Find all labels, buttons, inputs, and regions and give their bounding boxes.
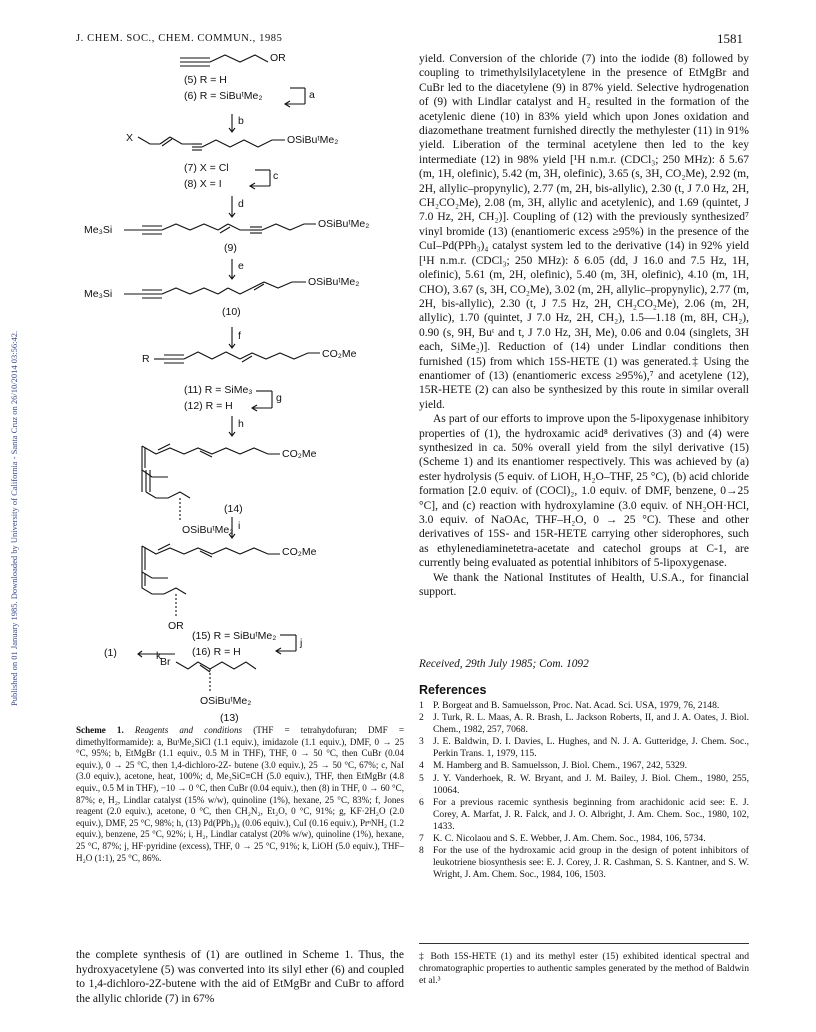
reference-number: 4 [419, 760, 424, 772]
reference-number: 6 [419, 796, 424, 808]
reference-text: For a previous racemic synthesis beginning from arachidonic acid see: E. J. Corey, A. Marfat, J. R. Falck, and J. O. Albright, J. Am. Chem. Soc., 1980, 102, 1433. [433, 796, 749, 832]
reference-text: For the use of the hydroxamic acid group in the design of potent inhibitors of leukotriene biosynthesis see: E. J. Corey, J. R. Cashman, S. S. Kantner, and S. W. Wright, J. Am. Chem. Soc., 1984, 106, 1503. [433, 845, 749, 881]
reference-number: 3 [419, 736, 424, 748]
structure-15 [142, 544, 280, 618]
compound-13-label: (13) [220, 712, 239, 724]
reference-text: J. Y. Vanderhoek, R. W. Bryant, and J. M. Bailey, J. Biol. Chem., 1980, 255, 10064. [433, 772, 749, 796]
compound-15-label: (15) R = SiBuᵗMe₂ [192, 630, 277, 642]
received-line: Received, 29th July 1985; Com. 1092 [419, 658, 589, 670]
reaction-scheme [80, 52, 400, 727]
or-label-5: OR [270, 52, 286, 64]
osi-label-13: OSiBuᵗMe₂ [200, 695, 252, 707]
or-label-15: OR [168, 620, 184, 632]
scheme-caption [76, 725, 404, 864]
co2me-label-11: CO₂Me [322, 348, 357, 360]
reference-number: 7 [419, 833, 424, 845]
step-j-label: j [300, 637, 303, 649]
reference-item [419, 712, 749, 736]
step-a-label: a [309, 89, 315, 101]
left-column-body: the complete synthesis of (1) are outlined in Scheme 1. Thus, the hydroxyacetylene (5) was converted into its silyl ether (6) and coupled to 1,4-dichloro-2Z-butene with the aid of EtMgBr and CuBr to afford the allylic chloride (7) in 67% [76, 949, 404, 1005]
step-g-label: g [276, 392, 282, 404]
me3si-label-10: Me₃Si [84, 288, 113, 300]
reference-item [419, 700, 749, 712]
reference-item [419, 833, 749, 845]
reference-number: 1 [419, 700, 424, 711]
paragraph-3: We thank the National Institutes of Health, U.S.A., for financial support. [419, 571, 749, 599]
compound-12-label: (12) R = H [184, 400, 233, 412]
step-h-label: h [238, 418, 244, 430]
osi-label-7: OSiBuᵗMe₂ [287, 134, 339, 146]
compound-7-label: (7) X = Cl [184, 162, 229, 174]
footnote-divider [419, 943, 749, 944]
right-column-body [419, 52, 749, 599]
osi-label-14: OSiBuᵗMe₂ [182, 524, 234, 536]
compound-10-label: (10) [222, 306, 241, 318]
caption-label: Scheme 1. [76, 725, 124, 735]
osi-label-10: OSiBuᵗMe₂ [308, 276, 360, 288]
compound-1-label: (1) [104, 647, 117, 659]
reference-text: P. Borgeat and B. Samuelsson, Proc. Nat. Acad. Sci. USA, 1979, 76, 2148. [433, 700, 720, 711]
reference-text: J. E. Baldwin, D. I. Davies, L. Hughes, and N. J. A. Gutteridge, J. Chem. Soc., Perkin Trans. 1, 1979, 115. [433, 736, 749, 760]
compound-9-label: (9) [224, 242, 237, 254]
structure-13 [176, 662, 256, 692]
reference-number: 8 [419, 845, 424, 857]
reference-item [419, 845, 749, 881]
step-k-label: k [156, 650, 162, 662]
structure-9 [124, 224, 316, 234]
reference-item [419, 773, 749, 797]
reference-item [419, 760, 749, 772]
reference-number: 2 [419, 712, 424, 724]
reference-text: K. C. Nicolaou and S. E. Webber, J. Am. Chem. Soc., 1984, 106, 5734. [433, 833, 706, 845]
x-label-7: X [126, 132, 134, 144]
compound-5-label: (5) R = H [184, 74, 227, 86]
paragraph-1: yield. Conversion of the chloride (7) into the iodide (8) followed by coupling to trimethylsilylacetylene in the presence of EtMgBr and CuBr led to the diacetylene (9) in 87% yield. Selective hydrogenation of (9) with Lindlar catalyst and H₂ resulted in the formation of the acetylenic diene (10) in 83% yield which upon Jones oxidation and diazomethane treatment furnished directly the methylester (11) in 91% yield. Liberation of the terminal acetylene then led to the key intermediate (12) in 98% yield [¹H n.m.r. (CDCl₃; 250 MHz): δ 5.67 (m, 1H, olefinic), 5.42 (m, 3H, olefinic), 3.65 (s, 3H, CO₂Me), 2.92 (m, 2H, allylic–propynylic), 2.77 (m, 2H, bis-allylic), 2.30 (t, J 7.0 Hz, 2H, CH₂CO₂Me), 2.08 (m, 3H, allylic and acetylenic), and 1.69 (quintet, J 7.0 Hz, 2H, CH₂)]. Coupling of (12) with the previously synthesized⁷ vinyl bromide (13) (enantiomeric excess ≥95%) in the presence of the CuI–Pd(PPh₃)₄ catalyst system led to the derivative (14) in 92% yield [¹H n.m.r. (CDCl₃; 250 MHz): δ 6.05 (dd, J 16.0 and 7.5 Hz, 1H, olefinic), 5.61 (m, 2H, olefinic), 5.40 (m, 3H, olefinic), 4.10 (m, 1H, CHO), 3.67 (s, 3H, CO₂Me), 3.02 (m, 2H, allylic–propynylic), 2.77 (m, 2H, bis-allylic), 2.30 (t, J 7.5 Hz, 2H, CH₂CO₂Me), 2.06 (m, 2H, allylic), 1.70 (quintet, J 7.0 Hz, 2H, CH₂), 1.5—1.18 (m, 8H, CH₂), 0.90 (s, 9H, Buᵗ and t, J 7.0 Hz, 3H, Me), 0.06 and 0.04 (singlets, 3H each, SiMe₂)]. Reduction of (14) under Lindlar conditions then furnished (15) from which 15S-HETE (1) was generated.‡ Using the enantiomer of (13) (enantiomeric excess ≥95%),⁷ and acetylene (12), 15R-HETE (2) can also be synthesized by this route in similar overall yield. [419, 53, 749, 411]
structure-11 [154, 352, 320, 363]
compound-6-label: (6) R = SiBuᵗMe₂ [184, 90, 263, 102]
compound-16-label: (16) R = H [192, 646, 241, 658]
reference-text: J. Turk, R. L. Maas, A. R. Brash, L. Jackson Roberts, II, and J. A. Oates, J. Biol. Chem., 1982, 257, 7068. [433, 712, 749, 736]
osi-label-9: OSiBuᵗMe₂ [318, 218, 370, 230]
step-f-label: f [238, 330, 241, 342]
structure-14 [142, 444, 280, 520]
step-c-label: c [273, 170, 279, 182]
caption-title: Reagents and conditions [134, 725, 243, 735]
structure-10 [124, 282, 306, 298]
co2me-label-15: CO₂Me [282, 546, 317, 558]
r-label-11: R [142, 353, 150, 365]
compound-14-label: (14) [224, 503, 243, 515]
me3si-label-9: Me₃Si [84, 224, 113, 236]
step-b-label: b [238, 115, 244, 127]
page-number: 1581 [717, 31, 743, 46]
structure-7 [138, 137, 285, 150]
co2me-label-14: CO₂Me [282, 448, 317, 460]
references-list [419, 700, 749, 881]
reference-item [419, 736, 749, 760]
download-sidebar [6, 118, 24, 818]
compound-11-label: (11) R = SiMe₃ [184, 384, 253, 396]
paragraph-2: As part of our efforts to improve upon the 5-lipoxygenase inhibitory properties of (1), the hydroxamic acid⁸ derivatives (3) and (4) were synthesized in ca. 50% overall yield from the silyl derivative (15) (Scheme 1) and its enantiomer respectively. This was achieved by (a) ester hydrolysis (5 equiv. of LiOH, H₂O–THF, 25 °C), (b) acid chloride formation [2.0 equiv. of (COCl)₂, 1.0 equiv. of DMF, benzene, 0→25 °C], and (c) reaction with hydroxylamine (3.0 equiv. of NH₂OH·HCl, 3.0 equiv. of NaOAc, THF–H₂O, 0 → 25 °C). These and other derivatives of 15S- and 15R-HETE carrying other siderophores, such as ethylenediaminetetra-acetate and catechol groups at C-1, are currently being evaluated as potential inhibitors of 5-lipoxygenase. [419, 413, 749, 570]
compound-8-label: (8) X = I [184, 178, 222, 190]
reference-item [419, 797, 749, 833]
step-i-label: i [238, 520, 241, 532]
br-label-13: Br [160, 656, 171, 668]
download-notice[interactable]: Published on 01 January 1985. Downloaded by University of California - Santa Cruz on 26/10/2014 03:56:42. [9, 330, 19, 706]
references-heading: References [419, 683, 487, 697]
step-d-label: d [238, 198, 244, 210]
footnote: ‡ Both 15S-HETE (1) and its methyl ester (15) exhibited identical spectral and chromatographic properties to authentic samples generated by the method of Baldwin et al.³ [419, 951, 749, 987]
structure-5 [180, 55, 268, 66]
step-e-label: e [238, 260, 244, 272]
journal-header: J. CHEM. SOC., CHEM. COMMUN., 1985 [76, 33, 283, 44]
reference-number: 5 [419, 772, 424, 784]
caption-text: (THF = tetrahydofuran; DMF = dimethylformamide): a, BuᵗMe₂SiCl (1.1 equiv.), imidazole (1.1 equiv.), DMF, 0 → 25 °C, 95%; b, EtMgBr (1.1 equiv., 0.5 M in THF), THF, 0 → 50 °C, then CuBr (0.04 equiv.), 0 → 25 °C, then 1,4-dichloro-2Z- butene (3.0 equiv.), 25 → 50 °C, 67%; c, NaI (3.0 equiv.), acetone, heat, 100%; d, Me₃SiC≡CH (5.0 equiv.), THF, then EtMgBr (4.8 equiv., 0.5 M in THF), −10 → 0 °C, then CuBr (0.04 equiv.), then (8) in THF, 0 → 60 °C, 87%; e, H₂, Lindlar catalyst (15% w/w), quinoline (1%), hexane, 25 °C, 83%; f, Jones reagent (2.0 equiv.), acetone, 0 °C, then CH₂N₂, Et₂O, 0 °C, 91%; g, KF·2H₂O (2.0 equiv.), DMF, 25 °C, 98%; h, (13) Pd(PPh₃)₄ (0.06 equiv.), CuI (0.16 equiv.), PrⁿNH₂ (1.2 equiv.), benzene, 25 °C, 92%; i, H₂, Lindlar catalyst (20% w/w), quinoline (1%), hexane, 25 °C, 87%; j, HF·pyridine (excess), THF, 0 → 25 °C, 91%; k, LiOH (5.0 equiv.), THF–H₂O (1:1), 25 °C, 86%. [76, 725, 404, 863]
reference-text: M. Hamberg and B. Samuelsson, J. Biol. Chem., 1967, 242, 5329. [433, 760, 688, 772]
